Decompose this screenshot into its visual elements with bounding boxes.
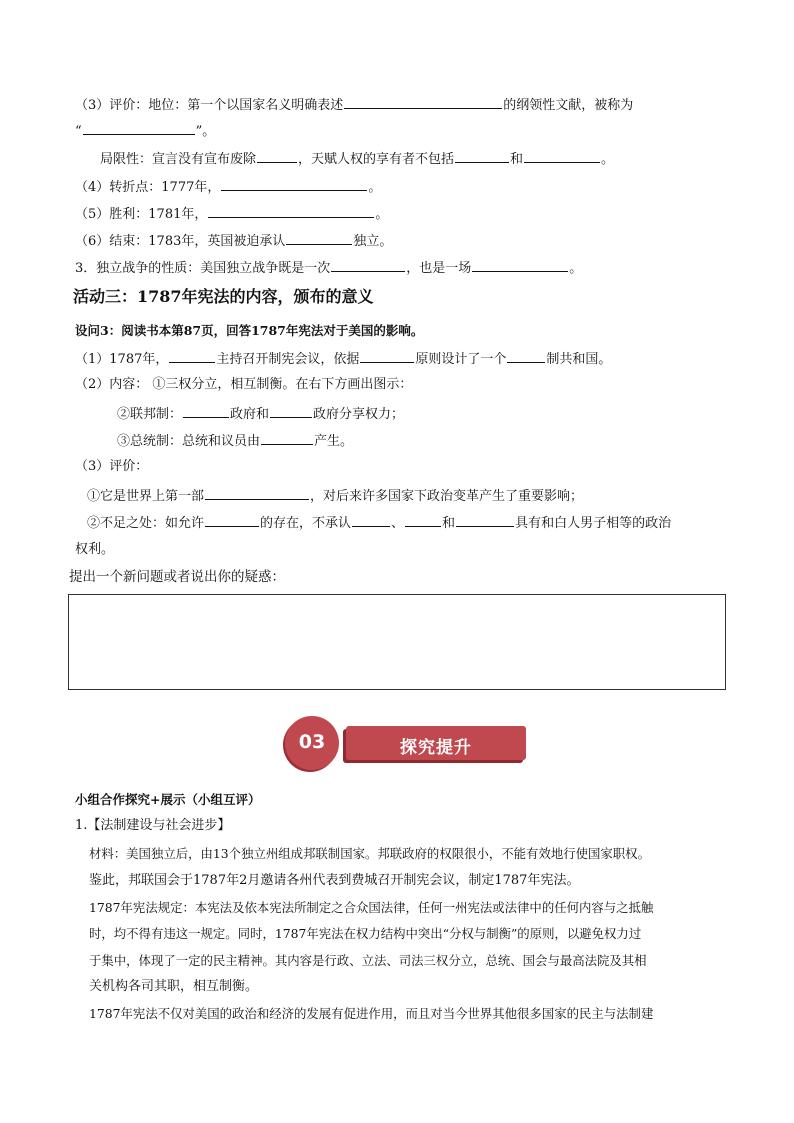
a3-l1-mid1: 主持召开制宪会议，依据 bbox=[216, 352, 360, 367]
item1-title: 1.【法制建设与社会进步】 bbox=[75, 818, 231, 833]
limit-and: 和 bbox=[510, 152, 524, 167]
blank-a3-6[interactable] bbox=[261, 431, 313, 445]
material-p6: 关机构各司其职，相互制衡。 bbox=[89, 979, 259, 994]
a3-line6 bbox=[87, 486, 583, 506]
blank-quote[interactable] bbox=[83, 121, 195, 135]
section-number-badge bbox=[285, 716, 339, 770]
blank-turn[interactable] bbox=[221, 177, 367, 191]
eval-suffix: 的纲领性文献，被称为 bbox=[503, 98, 634, 113]
eval-label: （3）评价：地位：第一个以国家名义明确表述 bbox=[75, 98, 344, 113]
eval-line bbox=[75, 95, 633, 115]
a3-line8: 权利。 bbox=[75, 542, 115, 557]
section-title: 探究提升 bbox=[400, 738, 472, 758]
answer-box[interactable] bbox=[68, 594, 726, 690]
material-p4: 时，均不得有违这一规定。同时，1787年宪法在权力结构中突出“分权与制衡”的原则，以避免权力过 bbox=[89, 926, 642, 941]
section-banner bbox=[280, 714, 540, 776]
quote-close: ”。 bbox=[195, 124, 216, 139]
a3-l7-prefix: ②不足之处：如允许 bbox=[87, 516, 205, 531]
nature-line bbox=[75, 258, 582, 278]
material-p1: 材料：美国独立后，由13个独立州组成邦联制国家。邦联政府的权限很小，不能有效地行使国家职权。 bbox=[89, 846, 650, 861]
victory-label: （5）胜利：1781年， bbox=[75, 207, 208, 222]
nature-mid: ，也是一场 bbox=[406, 261, 472, 276]
material-p2: 鉴此，邦联国会于1787年2月邀请各州代表到费城召开制宪会议，制定1787年宪法。 bbox=[89, 873, 580, 888]
blank-a3-7[interactable] bbox=[205, 486, 309, 500]
blank-limit-1[interactable] bbox=[257, 149, 297, 163]
a3-l7-sep: 、 bbox=[391, 516, 405, 531]
material-p5: 于集中，体现了一定的民主精神。其内容是行政、立法、司法三权分立，总统、国会与最高法院及其相 bbox=[89, 953, 647, 968]
material-p3: 1787年宪法规定：本宪法及依本宪法所制定之合众国法律，任何一州宪法或法律中的任何内容与之抵触 bbox=[89, 900, 654, 915]
turn-end: 。 bbox=[368, 180, 382, 195]
blank-a3-8[interactable] bbox=[205, 513, 259, 527]
end-line bbox=[75, 231, 392, 251]
a3-l3-mid: 政府和 bbox=[230, 407, 270, 422]
a3-line2: （2）内容： ①三权分立，相互制衡。在右下方画出图示： bbox=[75, 377, 413, 392]
activity3-title: 活动三：1787年宪法的内容，颁布的意义 bbox=[73, 287, 374, 306]
blank-end[interactable] bbox=[286, 231, 352, 245]
blank-a3-5[interactable] bbox=[270, 404, 312, 418]
a3-l7-mid1: 的存在，不承认 bbox=[260, 516, 352, 531]
nature-label: 3．独立战争的性质：美国独立战争既是一次 bbox=[75, 261, 331, 276]
end-label: （6）结束：1783年，英国被迫承认 bbox=[75, 234, 286, 249]
blank-nature-1[interactable] bbox=[331, 258, 405, 272]
blank-limit-2[interactable] bbox=[455, 149, 509, 163]
blank-limit-3[interactable] bbox=[524, 149, 600, 163]
material-p7: 1787年宪法不仅对美国的政治和经济的发展有促进作用，而且对当今世界其他很多国家的民主与法制建 bbox=[89, 1006, 654, 1021]
blank-nature-2[interactable] bbox=[472, 258, 568, 272]
activity3-question: 设问3：阅读书本第87页，回答1787年宪法对于美国的影响。 bbox=[75, 323, 424, 338]
limit-line bbox=[100, 149, 614, 169]
blank-a3-4[interactable] bbox=[183, 404, 229, 418]
blank-a3-1[interactable] bbox=[169, 349, 215, 363]
nature-end: 。 bbox=[569, 261, 583, 276]
limit-end: 。 bbox=[601, 152, 615, 167]
turn-label: （4）转折点：1777年， bbox=[75, 180, 221, 195]
quote-open: “ bbox=[75, 124, 82, 139]
a3-l6-prefix: ①它是世界上第一部 bbox=[87, 489, 205, 504]
a3-l6-end: ，对后来许多国家下政治变革产生了重要影响； bbox=[310, 489, 584, 504]
a3-line7 bbox=[87, 513, 671, 533]
a3-l1-prefix: （1）1787年， bbox=[75, 352, 169, 367]
a3-l1-mid2: 原则设计了一个 bbox=[415, 352, 507, 367]
section-number: 03 bbox=[298, 731, 326, 753]
blank-a3-11[interactable] bbox=[456, 513, 514, 527]
a3-line5: （3）评价： bbox=[75, 459, 149, 474]
turn-line bbox=[75, 177, 381, 197]
a3-l1-end: 制共和国。 bbox=[546, 352, 612, 367]
a3-line4 bbox=[117, 431, 353, 451]
limit-mid: ，天赋人权的享有者不包括 bbox=[298, 152, 455, 167]
a3-l3-prefix: ②联邦制： bbox=[117, 407, 183, 422]
group-title: 小组合作探究+展示（小组互评） bbox=[75, 792, 261, 807]
a3-line3 bbox=[117, 404, 404, 424]
quote-line bbox=[75, 121, 215, 141]
a3-l7-and: 和 bbox=[442, 516, 456, 531]
a3-l4-end: 产生。 bbox=[314, 434, 354, 449]
end-suffix: 独立。 bbox=[353, 234, 393, 249]
victory-end: 。 bbox=[375, 207, 389, 222]
a3-l3-end: 政府分享权力； bbox=[313, 407, 405, 422]
blank-a3-10[interactable] bbox=[405, 513, 441, 527]
blank-a3-2[interactable] bbox=[360, 349, 414, 363]
doubt-prompt: 提出一个新问题或者说出你的疑惑： bbox=[69, 569, 285, 585]
victory-line bbox=[75, 204, 388, 224]
limit-prefix: 局限性：宣言没有宣布废除 bbox=[100, 152, 257, 167]
blank-victory[interactable] bbox=[208, 204, 374, 218]
blank-eval-1[interactable] bbox=[344, 95, 502, 109]
a3-l4-prefix: ③总统制：总统和议员由 bbox=[117, 434, 261, 449]
blank-a3-3[interactable] bbox=[507, 349, 545, 363]
blank-a3-9[interactable] bbox=[352, 513, 390, 527]
a3-line1 bbox=[75, 349, 611, 369]
a3-l7-end: 具有和白人男子相等的政治 bbox=[515, 516, 672, 531]
section-title-tag bbox=[346, 726, 526, 760]
